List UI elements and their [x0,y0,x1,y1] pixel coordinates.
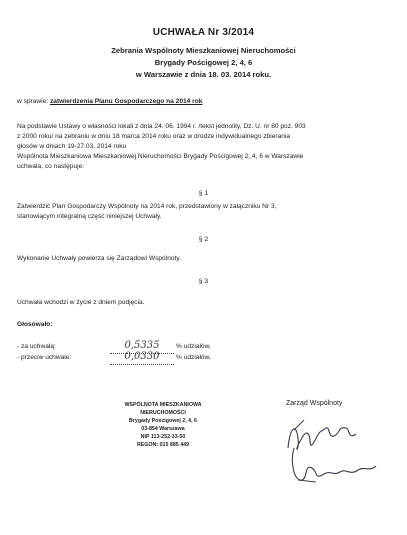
section-1-line-1: Zatwierdzić Plan Gospodarczy Wspólnoty na 2014 rok, przedstawiony w załączniku Nr 3, [17,203,277,210]
subject-prefix: w sprawie: [17,98,49,105]
subtitle-line-2: Brygady Pościgowej 2, 4, 6 [154,58,253,67]
stamp-line-4: 03-854 Warszawa [141,426,185,432]
subject-text: zatwierdzenia Planu Gospodarczego na 2014 rok [50,98,203,105]
signature-2-icon [288,442,388,498]
section-2-number: § 2 [198,236,209,243]
section-1-number: § 1 [198,190,209,197]
voting-heading: Głosowało: [17,321,53,328]
vote-against-value: 0,0330 [124,351,160,362]
basis-line-4: Wspólnota Mieszkaniowa Mieszkaniowej Nieruchomości Brygady Pościgowej 2, 4, 6 w Warszawie [17,153,304,160]
vote-against-unit: % udziałów, [176,354,211,361]
vote-against-field [110,346,174,365]
section-1-line-2: stanowiącym integralną część niniejszej Uchwały. [17,213,162,220]
vote-for-value: 0,5335 [124,340,160,351]
vote-against-label: - przeciw uchwale: [17,354,72,361]
section-3-line-1: Uchwała wchodzi w życie z dniem podjęcia. [17,299,145,306]
document-title: UCHWAŁA Nr 3/2014 [152,27,255,38]
basis-line-3: głosów w dniach 19-27.03. 2014 roku [17,143,127,150]
stamp-line-2: NIERUCHOMOŚCI [140,410,186,416]
board-label: Zarząd Wspólnoty [286,400,343,407]
subject-line [17,97,391,107]
basis-line-5: uchwala, co następuje: [17,163,85,170]
basis-line-1: Na podstawie Ustawy o własności lokali z dnia 24. 06. 1994 r. /tekst jednolity, Dz. U. nr 80 poz. 903 [17,123,306,130]
vote-for-unit: % udziałów, [176,343,211,350]
section-2-line-1: Wykonanie Uchwały powierza się Zarządowi Wspólnoty. [17,255,181,262]
stamp-line-1: WSPÓLNOTA MIESZKANIOWA [124,402,202,408]
subtitle-line-1: Zebrania Wspólnoty Mieszkaniowej Nieruchomości [111,46,296,55]
vote-for-label: - za uchwałą: [17,343,56,350]
subtitle-line-3: w Warszawie z dnia 18. 03. 2014 roku. [135,70,272,79]
section-3-number: § 3 [198,278,209,285]
stamp-line-3: Brygady Pościgowej 2, 4, 6 [128,418,197,424]
stamp-line-6: REGON: 015 885 449 [136,442,190,448]
stamp-line-5: NIP 113-252-33-50 [140,434,186,440]
basis-line-2: z 2000 roku/ na zebraniu w dniu 18 marca 2014 roku oraz w drodze indywidualnego zbierania [17,133,291,140]
